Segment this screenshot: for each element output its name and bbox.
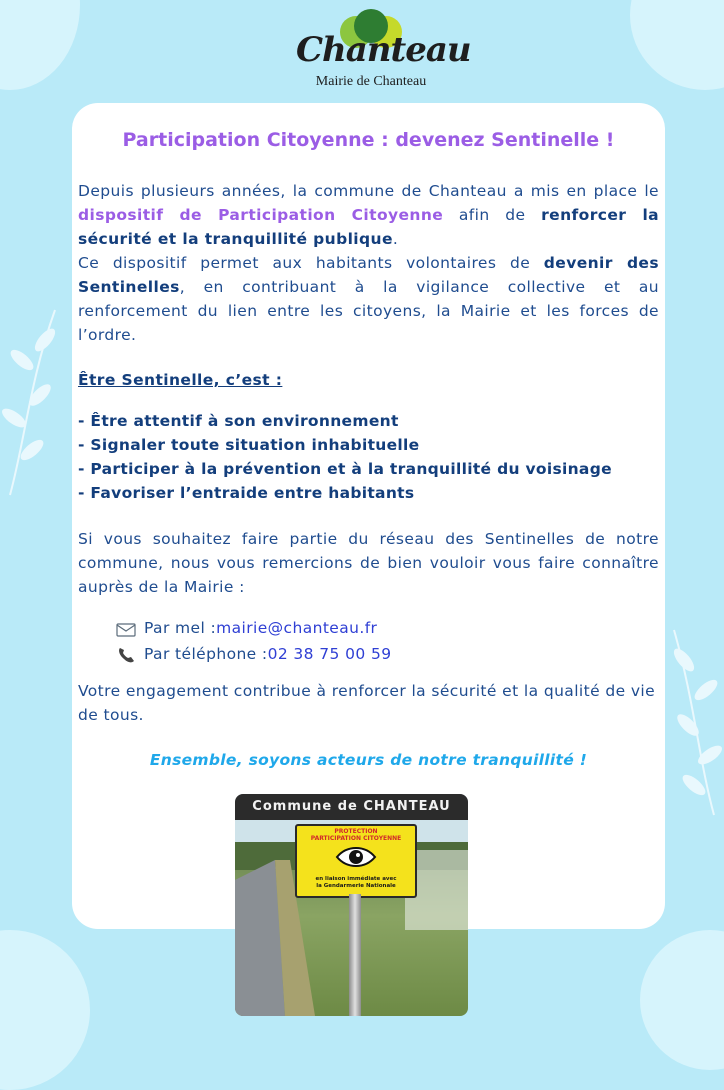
contact-mail-label: Par mel : <box>144 619 217 637</box>
header <box>0 0 724 100</box>
invite-paragraph: Si vous souhaitez faire partie du réseau des Sentinelles de notre commune, nous vous remercions de bien vouloir vous faire connaître auprès de la Mairie : <box>78 530 659 596</box>
contact-mail <box>116 615 392 641</box>
intro-text: Ce dispositif permet aux habitants volontaires de <box>78 254 544 272</box>
leaf-branch-left-icon <box>0 300 70 500</box>
envelope-icon <box>116 620 136 636</box>
bullet-list <box>78 409 668 505</box>
section-heading: Être Sentinelle, c’est : <box>78 371 283 389</box>
contacts <box>116 615 392 667</box>
intro-highlight-dispositif: dispositif de Participation Citoyenne <box>78 206 444 224</box>
eye-icon <box>335 844 377 870</box>
contact-phone <box>116 641 392 667</box>
logo-subtitle: Mairie de Chanteau <box>315 74 427 89</box>
intro-text: afin de <box>443 206 542 224</box>
intro-text: , en contribuant à la vigilance collective et au renforcement du lien entre les citoyens, la Mairie et les forces de l’ordre. <box>78 278 659 344</box>
panel-bottom-text: en liaison immédiate avec la Gendarmerie Nationale <box>315 876 397 889</box>
logo-wordmark: Chanteau <box>296 30 471 70</box>
list-item: - Participer à la prévention et à la tranquillité du voisinage <box>78 460 612 478</box>
email-link[interactable]: mairie@chanteau.fr <box>216 619 378 637</box>
participation-panel <box>295 824 417 898</box>
panel-top-text: PROTECTION PARTICIPATION CITOYENNE <box>310 828 402 842</box>
sign-photo <box>235 794 468 1016</box>
leaf-branch-right-icon <box>664 620 724 820</box>
intro-highlight-sentinelles: devenir des Sentinelles <box>78 254 659 296</box>
list-item: - Favoriser l’entraide entre habitants <box>78 484 415 502</box>
intro-highlight-securite: renforcer la sécurité et la tranquillité publique <box>78 206 660 248</box>
contact-phone-label: Par téléphone : <box>144 645 268 663</box>
corner-blob-bottom-left <box>0 930 90 1090</box>
sign-pole <box>349 894 361 1016</box>
corner-blob-bottom-right <box>640 930 724 1070</box>
phone-icon <box>116 646 136 662</box>
phone-link[interactable]: 02 38 75 00 59 <box>267 645 392 663</box>
engagement-paragraph: Votre engagement contribue à renforcer la sécurité et la qualité de vie de tous. <box>78 682 656 724</box>
intro-paragraph <box>78 179 659 347</box>
logo <box>296 8 471 94</box>
intro-text: Depuis plusieurs années, la commune de Chanteau a mis en place le <box>78 182 659 200</box>
list-item: - Être attentif à son environnement <box>78 412 399 430</box>
content-card <box>72 103 665 929</box>
list-item: - Signaler toute situation inhabituelle <box>78 436 420 454</box>
page-title: Participation Citoyenne : devenez Sentinelle ! <box>122 129 615 151</box>
town-sign: Commune de CHANTEAU <box>235 794 468 820</box>
intro-text: . <box>392 230 399 248</box>
closing-slogan: Ensemble, soyons acteurs de notre tranquillité ! <box>149 751 588 769</box>
